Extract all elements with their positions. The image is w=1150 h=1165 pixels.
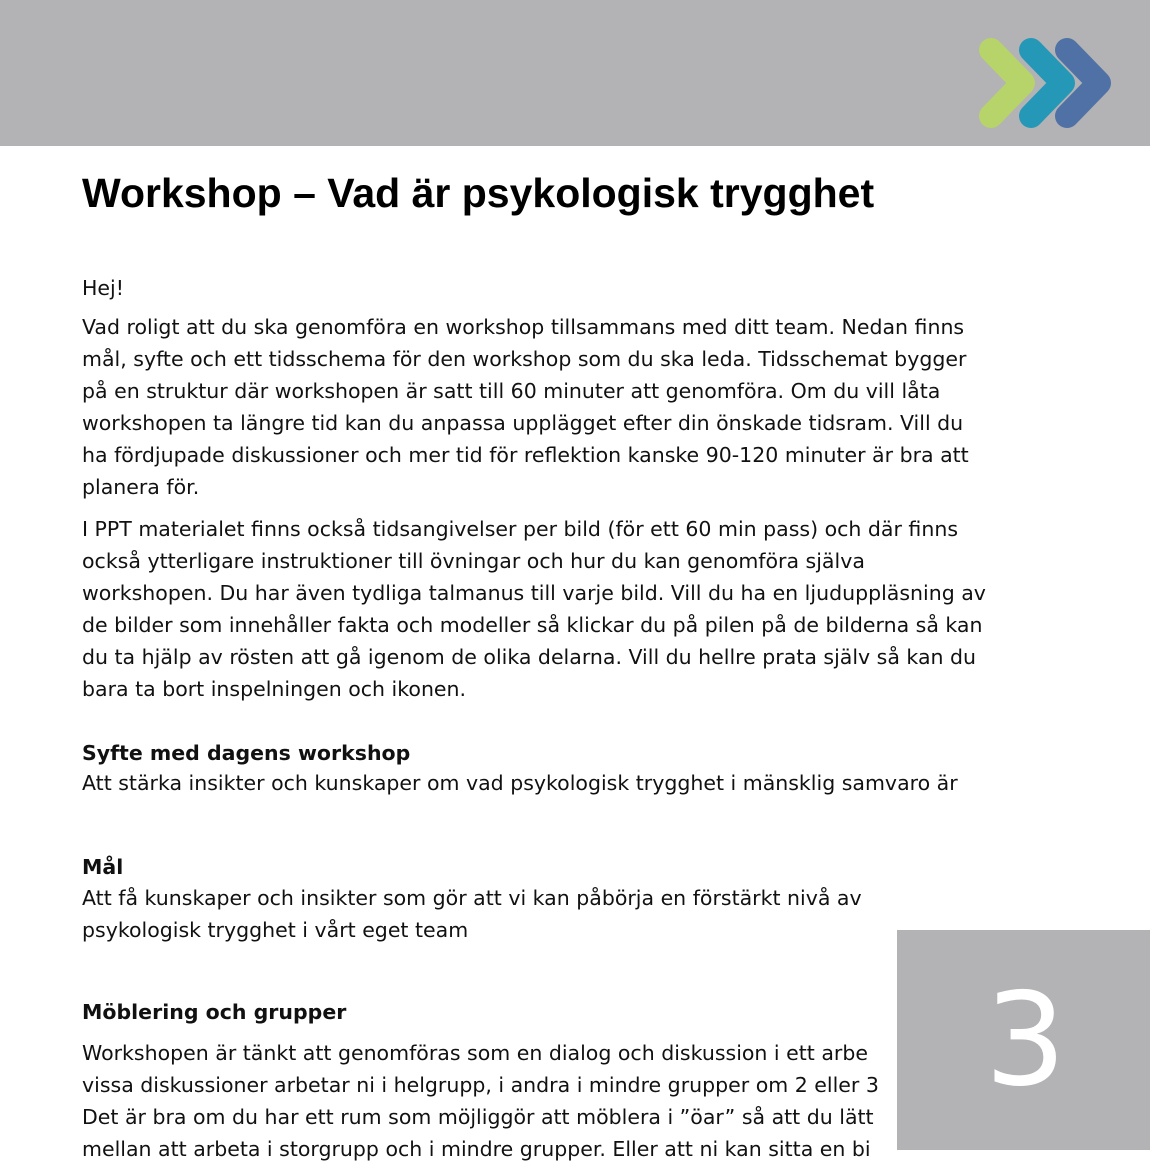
mal-line: psykologisk trygghet i vårt eget team: [82, 918, 469, 942]
ppt-line: I PPT materialet finns också tidsangivelser per bild (för ett 60 min pass) och där finns: [82, 517, 959, 541]
intro-line: planera för.: [82, 475, 200, 499]
intro-line: Vad roligt att du ska genomföra en workshop tillsammans med ditt team. Nedan finns: [82, 315, 965, 339]
moblering-line: mellan att arbeta i storgrupp och i mindre grupper. Eller att ni kan sitta en bi: [82, 1137, 871, 1161]
intro-line: ha fördjupade diskussioner och mer tid för reflektion kanske 90-120 minuter är bra att: [82, 443, 969, 467]
triple-chevron-logo-icon: [975, 36, 1115, 130]
syfte-text: Att stärka insikter och kunskaper om vad psykologisk trygghet i mänsklig samvaro är: [82, 771, 958, 795]
ppt-line: också ytterligare instruktioner till övningar och hur du kan genomföra själva: [82, 549, 865, 573]
moblering-heading: Möblering och grupper: [82, 1000, 347, 1024]
greeting: Hej!: [82, 276, 124, 300]
mal-line: Att få kunskaper och insikter som gör att vi kan påbörja en förstärkt nivå av: [82, 886, 862, 910]
ppt-line: de bilder som innehåller fakta och modeller så klickar du på pilen på de bilderna så kan: [82, 613, 983, 637]
intro-line: på en struktur där workshopen är satt till 60 minuter att genomföra. Om du vill låta: [82, 379, 941, 403]
intro-line: mål, syfte och ett tidsschema för den workshop som du ska leda. Tidsschemat bygger: [82, 347, 967, 371]
ppt-line: bara ta bort inspelningen och ikonen.: [82, 677, 467, 701]
header-band: [0, 0, 1150, 146]
ppt-line: workshopen. Du har även tydliga talmanus till varje bild. Vill du ha en ljuduppläsning av: [82, 581, 986, 605]
intro-paragraph: [82, 311, 969, 503]
page-number: 3: [984, 965, 1067, 1115]
ppt-paragraph: [82, 513, 986, 705]
moblering-line: vissa diskussioner arbetar ni i helgrupp, i andra i mindre grupper om 2 eller 3: [82, 1073, 879, 1097]
moblering-line: Workshopen är tänkt att genomföras som en dialog och diskussion i ett arbe: [82, 1041, 868, 1065]
moblering-paragraph: [82, 1037, 879, 1165]
mal-paragraph: [82, 882, 862, 946]
page-number-box: [897, 930, 1150, 1150]
ppt-line: du ta hjälp av rösten att gå igenom de olika delarna. Vill du hellre prata själv så kan du: [82, 645, 977, 669]
syfte-heading: Syfte med dagens workshop: [82, 741, 411, 765]
intro-line: workshopen ta längre tid kan du anpassa upplägget efter din önskade tidsram. Vill du: [82, 411, 964, 435]
moblering-line: Det är bra om du har ett rum som möjliggör att möblera i ”öar” så att du lätt: [82, 1105, 874, 1129]
mal-heading: Mål: [82, 855, 124, 879]
page-title: Workshop – Vad är psykologisk trygghet: [82, 170, 875, 216]
